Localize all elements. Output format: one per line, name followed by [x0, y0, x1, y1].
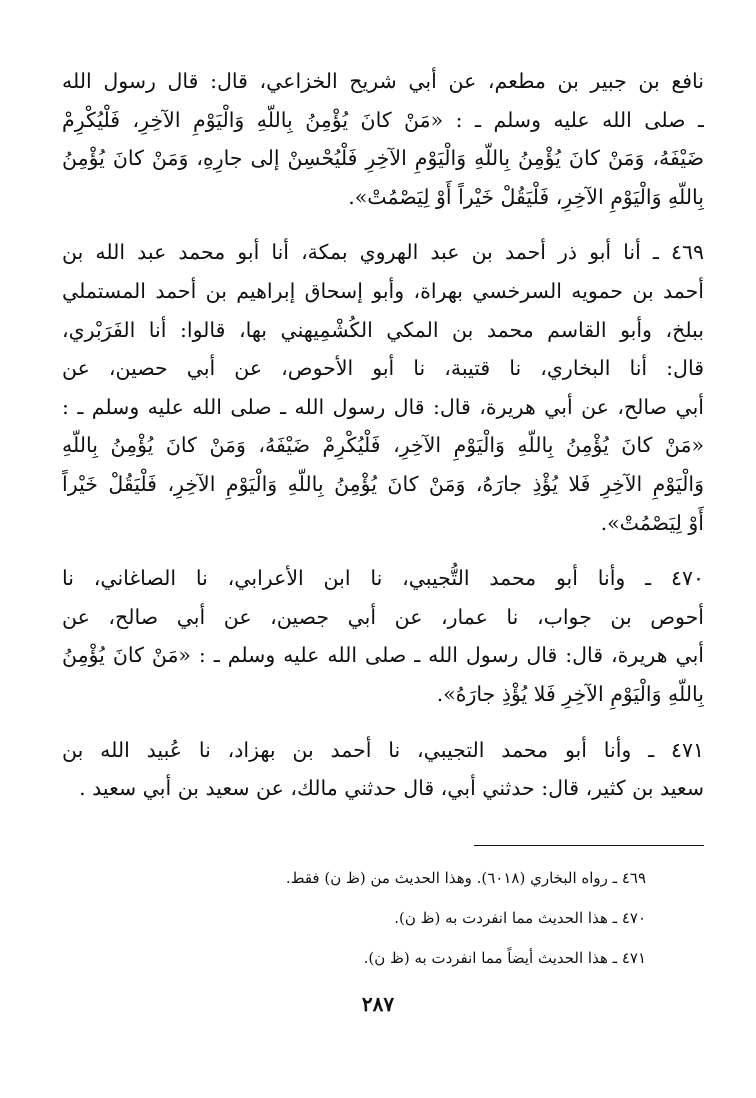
paragraph-471 [62, 731, 704, 808]
text-line: ٤٧١ ـ وأنا أبو محمد التجيبي، نا أحمد بن بهزاد، نا عُبيد الله بن [62, 737, 704, 762]
footnote-469: ٤٦٩ ـ رواه البخاري (٦٠١٨). وهذا الحديث من (ظ ن) فقط. [285, 869, 646, 887]
footnote-471: ٤٧١ ـ هذا الحديث أيضاً مما انفردت به (ظ ن). [363, 949, 646, 967]
footnotes [120, 858, 646, 978]
text-line: ببلخ، وأبو القاسم محمد بن المكي الكُشْمِيهني بها، قالوا: أنا الفَرَبْري، [62, 317, 704, 342]
paragraph-469 [62, 233, 704, 542]
text-line: أبي صالح، عن أبي هريرة، قال: قال رسول الله ـ صلى الله عليه وسلم ـ : [62, 394, 704, 419]
text-line: بِاللّهِ وَالْيَوْمِ الآخِرِ، فَلْيَقُلْ خَيْراً أَوْ لِيَصْمُتْ». [348, 184, 704, 209]
paragraph-470 [62, 559, 704, 713]
paragraph-continuation [62, 62, 704, 216]
text-line: أبي هريرة، قال: قال رسول الله ـ صلى الله عليه وسلم ـ : «مَنْ كانَ يُؤْمِنُ [62, 643, 704, 668]
text-line: ٤٦٩ ـ أنا أبو ذر أحمد بن عبد الهروي بمكة، أنا أبو محمد عبد الله بن [62, 240, 704, 265]
text-line: أَوْ لِيَصْمُتْ». [600, 510, 704, 535]
page-number: ٢٨٧ [361, 992, 395, 1016]
footnote-divider [474, 845, 704, 846]
text-line: قال: أنا البخاري، نا قتيبة، نا أبو الأحوص، عن أبي حصين، عن [62, 356, 704, 381]
text-line: «مَنْ كانَ يُؤْمِنُ بِاللّهِ وَالْيَوْمِ الآخِرِ، فَلْيُكْرِمْ ضَيْفَهُ، وَمَنْ كانَ يُؤْمِنُ بِاللّهِ [62, 433, 704, 458]
text-line: أحوص بن جواب، نا عمار، عن أبي جصين، عن أبي صالح، عن [62, 604, 704, 629]
text-line: أحمد بن حمويه السرخسي بهراة، وأبو إسحاق إبراهيم بن أحمد المستملي [62, 278, 704, 303]
footnote-470: ٤٧٠ ـ هذا الحديث مما انفردت به (ظ ن). [394, 909, 646, 927]
text-line: نافع بن جبير بن مطعم، عن أبي شريح الخزاعي، قال: قال رسول الله [62, 69, 704, 93]
main-text [62, 62, 704, 825]
text-line: بِاللّهِ وَالْيَوْمِ الآخِرِ فَلا يُؤْذِ جارَهُ». [436, 681, 704, 706]
text-line: ضَيْفَهُ، وَمَنْ كانَ يُؤْمِنُ بِاللّهِ وَالْيَوْمِ الآخِرِ فَلْيُحْسِنْ إلى جارِهِ، وَمَنْ كانَ يُؤْمِنُ [62, 146, 704, 171]
text-line: وَالْيَوْمِ الآخِرِ فَلا يُؤْذِ جارَهُ، وَمَنْ كانَ يُؤْمِنُ بِاللّهِ وَالْيَوْمِ الآخِرِ، فَلْيَقُلْ خَيْراً [62, 471, 704, 496]
text-line: ٤٧٠ ـ وأنا أبو محمد التُّجيبي، نا ابن الأعرابي، نا الصاغاني، نا [62, 566, 704, 591]
text-line: ـ صلى الله عليه وسلم ـ : «مَنْ كانَ يُؤْمِنُ بِاللّهِ وَالْيَوْمِ الآخِرِ، فَلْيُكْرِمْ [62, 107, 704, 132]
text-line: سعيد بن كثير، قال: حدثني أبي، قال حدثني مالك، عن سعيد بن أبي سعيد . [79, 776, 704, 801]
